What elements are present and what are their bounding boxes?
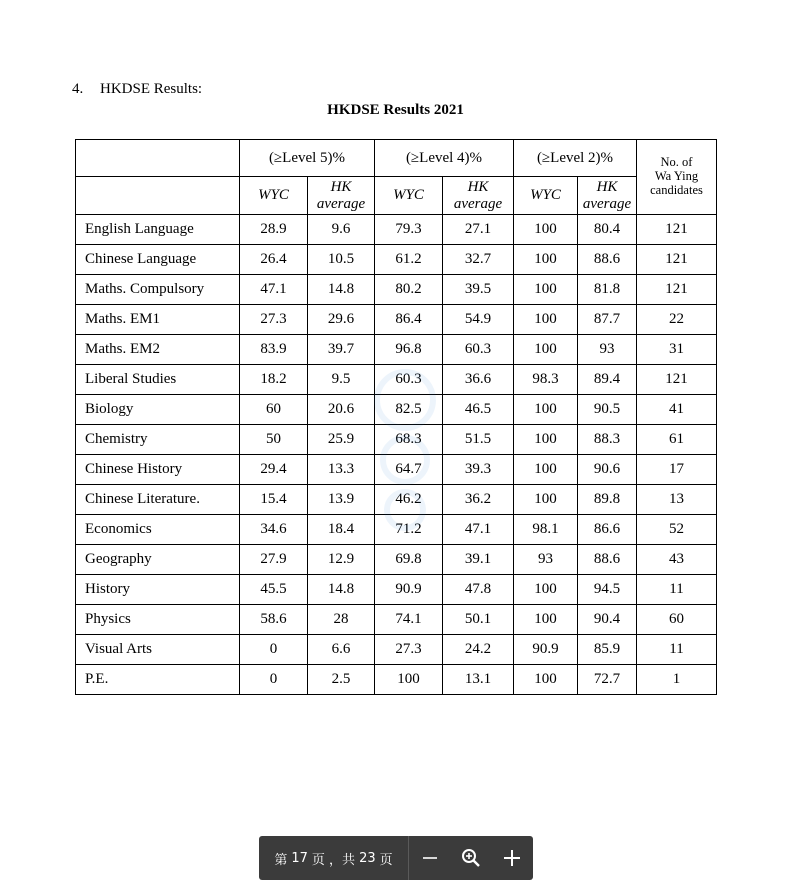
l5-hk-cell: 18.4 — [308, 515, 375, 545]
l2-hk-cell: 90.4 — [578, 605, 637, 635]
table-row — [76, 305, 717, 335]
l4-hk-cell: 50.1 — [443, 605, 514, 635]
l4-wyc-cell: 82.5 — [375, 395, 443, 425]
l5-wyc-cell: 50 — [240, 425, 308, 455]
l5-wyc-cell: 34.6 — [240, 515, 308, 545]
subject-cell: History — [76, 575, 240, 605]
page-suffix: 页 — [379, 852, 393, 868]
candidates-cell: 11 — [637, 635, 717, 665]
l5-hk-cell: 9.5 — [308, 365, 375, 395]
total-pages: 23 — [359, 850, 376, 866]
l5-wyc-cell: 0 — [240, 665, 308, 695]
l4-wyc-header: WYC — [375, 177, 443, 215]
l4-wyc-cell: 86.4 — [375, 305, 443, 335]
table-row — [76, 215, 717, 245]
l5-wyc-cell: 26.4 — [240, 245, 308, 275]
l2-hk-cell: 93 — [578, 335, 637, 365]
table-row — [76, 395, 717, 425]
l4-hk-cell: 46.5 — [443, 395, 514, 425]
l5-hk-cell: 25.9 — [308, 425, 375, 455]
l2-wyc-cell: 100 — [514, 275, 578, 305]
level2-header: (≥Level 2)% — [514, 140, 637, 177]
table-row — [76, 365, 717, 395]
candidates-header-line3: candidates — [650, 182, 703, 197]
candidates-header — [637, 140, 717, 215]
subject-cell: Maths. EM1 — [76, 305, 240, 335]
results-table — [75, 139, 717, 695]
l4-hk-cell: 32.7 — [443, 245, 514, 275]
table-row — [76, 425, 717, 455]
l2-wyc-cell: 100 — [514, 245, 578, 275]
candidates-cell: 41 — [637, 395, 717, 425]
candidates-cell: 60 — [637, 605, 717, 635]
table-row — [76, 335, 717, 365]
subject-cell: Economics — [76, 515, 240, 545]
table-row — [76, 545, 717, 575]
l2-hk-cell: 94.5 — [578, 575, 637, 605]
l2-hk-cell: 89.8 — [578, 485, 637, 515]
l2-wyc-cell: 100 — [514, 455, 578, 485]
zoom-reset-button[interactable] — [450, 836, 491, 880]
l5-wyc-cell: 29.4 — [240, 455, 308, 485]
page-toolbar — [259, 836, 533, 880]
table-row — [76, 515, 717, 545]
table-row — [76, 275, 717, 305]
l2-wyc-cell: 100 — [514, 485, 578, 515]
header-row-sub — [76, 177, 717, 215]
l2-hk-cell: 90.6 — [578, 455, 637, 485]
l2-hk-cell: 88.6 — [578, 545, 637, 575]
table-row — [76, 485, 717, 515]
l5-hk-cell: 20.6 — [308, 395, 375, 425]
l2-hk-cell: 86.6 — [578, 515, 637, 545]
l4-wyc-cell: 71.2 — [375, 515, 443, 545]
l4-wyc-cell: 27.3 — [375, 635, 443, 665]
l5-wyc-cell: 58.6 — [240, 605, 308, 635]
l4-wyc-cell: 90.9 — [375, 575, 443, 605]
l4-hk-cell: 47.8 — [443, 575, 514, 605]
l4-hk-cell: 27.1 — [443, 215, 514, 245]
table-row — [76, 245, 717, 275]
l4-wyc-cell: 68.3 — [375, 425, 443, 455]
l5-wyc-cell: 83.9 — [240, 335, 308, 365]
page-indicator — [259, 836, 409, 880]
l2-wyc-cell: 98.3 — [514, 365, 578, 395]
l5-hk-cell: 12.9 — [308, 545, 375, 575]
l2-hk-cell: 72.7 — [578, 665, 637, 695]
l2-wyc-cell: 100 — [514, 605, 578, 635]
candidates-header-line1: No. of — [660, 155, 693, 170]
table-row — [76, 665, 717, 695]
l5-hk-cell: 14.8 — [308, 575, 375, 605]
l2-hk-cell: 85.9 — [578, 635, 637, 665]
l2-wyc-cell: 90.9 — [514, 635, 578, 665]
candidates-header-line2: Wa Ying — [654, 169, 699, 184]
l2-wyc-header: WYC — [514, 177, 578, 215]
l4-wyc-cell: 46.2 — [375, 485, 443, 515]
l2-wyc-cell: 100 — [514, 575, 578, 605]
section-number: 4. — [72, 81, 84, 97]
l2-wyc-cell: 98.1 — [514, 515, 578, 545]
results-table-body — [76, 215, 717, 695]
l2-hk-cell: 88.6 — [578, 245, 637, 275]
subject-cell: Biology — [76, 395, 240, 425]
l4-hk-cell: 39.5 — [443, 275, 514, 305]
l4-wyc-cell: 60.3 — [375, 365, 443, 395]
l2-hk-cell: 87.7 — [578, 305, 637, 335]
level4-header: (≥Level 4)% — [375, 140, 514, 177]
l5-wyc-cell: 27.9 — [240, 545, 308, 575]
l5-wyc-cell: 0 — [240, 635, 308, 665]
l2-hk-header — [578, 177, 637, 215]
section-title: HKDSE Results: — [100, 81, 203, 97]
l4-wyc-cell: 64.7 — [375, 455, 443, 485]
magnifier-plus-icon — [461, 848, 481, 868]
subject-cell: Chinese Literature. — [76, 485, 240, 515]
table-row — [76, 455, 717, 485]
minus-icon — [422, 850, 438, 866]
l5-wyc-cell: 45.5 — [240, 575, 308, 605]
l2-wyc-cell: 100 — [514, 335, 578, 365]
l2-wyc-cell: 93 — [514, 545, 578, 575]
l5-hk-cell: 9.6 — [308, 215, 375, 245]
l4-hk-cell: 54.9 — [443, 305, 514, 335]
l5-hk-cell: 10.5 — [308, 245, 375, 275]
candidates-cell: 43 — [637, 545, 717, 575]
l4-hk-cell: 24.2 — [443, 635, 514, 665]
subject-cell: Liberal Studies — [76, 365, 240, 395]
l5-hk-cell: 13.9 — [308, 485, 375, 515]
page-middle: 页 ，共 — [311, 852, 356, 868]
l5-wyc-cell: 27.3 — [240, 305, 308, 335]
hk-label: HK — [596, 179, 618, 195]
l2-hk-cell: 89.4 — [578, 365, 637, 395]
l4-wyc-cell: 61.2 — [375, 245, 443, 275]
zoom-in-button[interactable] — [492, 836, 533, 880]
l5-hk-cell: 13.3 — [308, 455, 375, 485]
subject-cell: P.E. — [76, 665, 240, 695]
l5-hk-cell: 2.5 — [308, 665, 375, 695]
table-row — [76, 635, 717, 665]
candidates-cell: 22 — [637, 305, 717, 335]
table-title: HKDSE Results 2021 — [327, 102, 464, 118]
subject-cell: Visual Arts — [76, 635, 240, 665]
candidates-cell: 31 — [637, 335, 717, 365]
l4-wyc-cell: 100 — [375, 665, 443, 695]
candidates-cell: 13 — [637, 485, 717, 515]
l2-hk-cell: 88.3 — [578, 425, 637, 455]
candidates-cell: 121 — [637, 365, 717, 395]
current-page: 17 — [291, 850, 308, 866]
l5-hk-cell: 29.6 — [308, 305, 375, 335]
l5-hk-cell: 39.7 — [308, 335, 375, 365]
l5-hk-cell: 14.8 — [308, 275, 375, 305]
l2-wyc-cell: 100 — [514, 665, 578, 695]
l4-hk-cell: 36.6 — [443, 365, 514, 395]
level5-header: (≥Level 5)% — [240, 140, 375, 177]
l2-wyc-cell: 100 — [514, 305, 578, 335]
l2-wyc-cell: 100 — [514, 425, 578, 455]
l2-hk-cell: 81.8 — [578, 275, 637, 305]
candidates-cell: 1 — [637, 665, 717, 695]
subject-cell: Maths. EM2 — [76, 335, 240, 365]
zoom-out-button[interactable] — [409, 836, 450, 880]
average-label: average — [316, 195, 366, 212]
candidates-cell: 61 — [637, 425, 717, 455]
l4-hk-header — [443, 177, 514, 215]
table-row — [76, 575, 717, 605]
table-row — [76, 605, 717, 635]
l5-wyc-cell: 28.9 — [240, 215, 308, 245]
l4-hk-cell: 39.3 — [443, 455, 514, 485]
l4-wyc-cell: 80.2 — [375, 275, 443, 305]
l5-hk-header — [308, 177, 375, 215]
candidates-cell: 121 — [637, 245, 717, 275]
l5-hk-cell: 6.6 — [308, 635, 375, 665]
l5-wyc-header: WYC — [240, 177, 308, 215]
l5-wyc-cell: 47.1 — [240, 275, 308, 305]
l4-hk-cell: 60.3 — [443, 335, 514, 365]
subject-subheader-cell — [76, 177, 240, 215]
l2-hk-cell: 80.4 — [578, 215, 637, 245]
l2-wyc-cell: 100 — [514, 395, 578, 425]
candidates-cell: 121 — [637, 275, 717, 305]
average-label: average — [453, 195, 503, 212]
l4-hk-cell: 36.2 — [443, 485, 514, 515]
section-heading — [72, 81, 202, 98]
header-row-levels — [76, 140, 717, 177]
subject-cell: Geography — [76, 545, 240, 575]
average-label: average — [582, 195, 632, 212]
subject-cell: Chinese History — [76, 455, 240, 485]
subject-cell: Physics — [76, 605, 240, 635]
l4-wyc-cell: 96.8 — [375, 335, 443, 365]
subject-cell: Chinese Language — [76, 245, 240, 275]
hk-label: HK — [330, 179, 352, 195]
l5-wyc-cell: 18.2 — [240, 365, 308, 395]
candidates-cell: 52 — [637, 515, 717, 545]
l4-hk-cell: 39.1 — [443, 545, 514, 575]
plus-icon — [503, 849, 521, 867]
candidates-cell: 17 — [637, 455, 717, 485]
hk-label: HK — [467, 179, 489, 195]
l4-wyc-cell: 69.8 — [375, 545, 443, 575]
l4-hk-cell: 13.1 — [443, 665, 514, 695]
candidates-cell: 121 — [637, 215, 717, 245]
l5-wyc-cell: 15.4 — [240, 485, 308, 515]
l4-hk-cell: 51.5 — [443, 425, 514, 455]
l2-wyc-cell: 100 — [514, 215, 578, 245]
l4-hk-cell: 47.1 — [443, 515, 514, 545]
subject-header-cell — [76, 140, 240, 177]
l2-hk-cell: 90.5 — [578, 395, 637, 425]
page-prefix: 第 — [274, 852, 288, 868]
subject-cell: Maths. Compulsory — [76, 275, 240, 305]
l5-wyc-cell: 60 — [240, 395, 308, 425]
subject-cell: Chemistry — [76, 425, 240, 455]
candidates-cell: 11 — [637, 575, 717, 605]
subject-cell: English Language — [76, 215, 240, 245]
l5-hk-cell: 28 — [308, 605, 375, 635]
l4-wyc-cell: 79.3 — [375, 215, 443, 245]
l4-wyc-cell: 74.1 — [375, 605, 443, 635]
